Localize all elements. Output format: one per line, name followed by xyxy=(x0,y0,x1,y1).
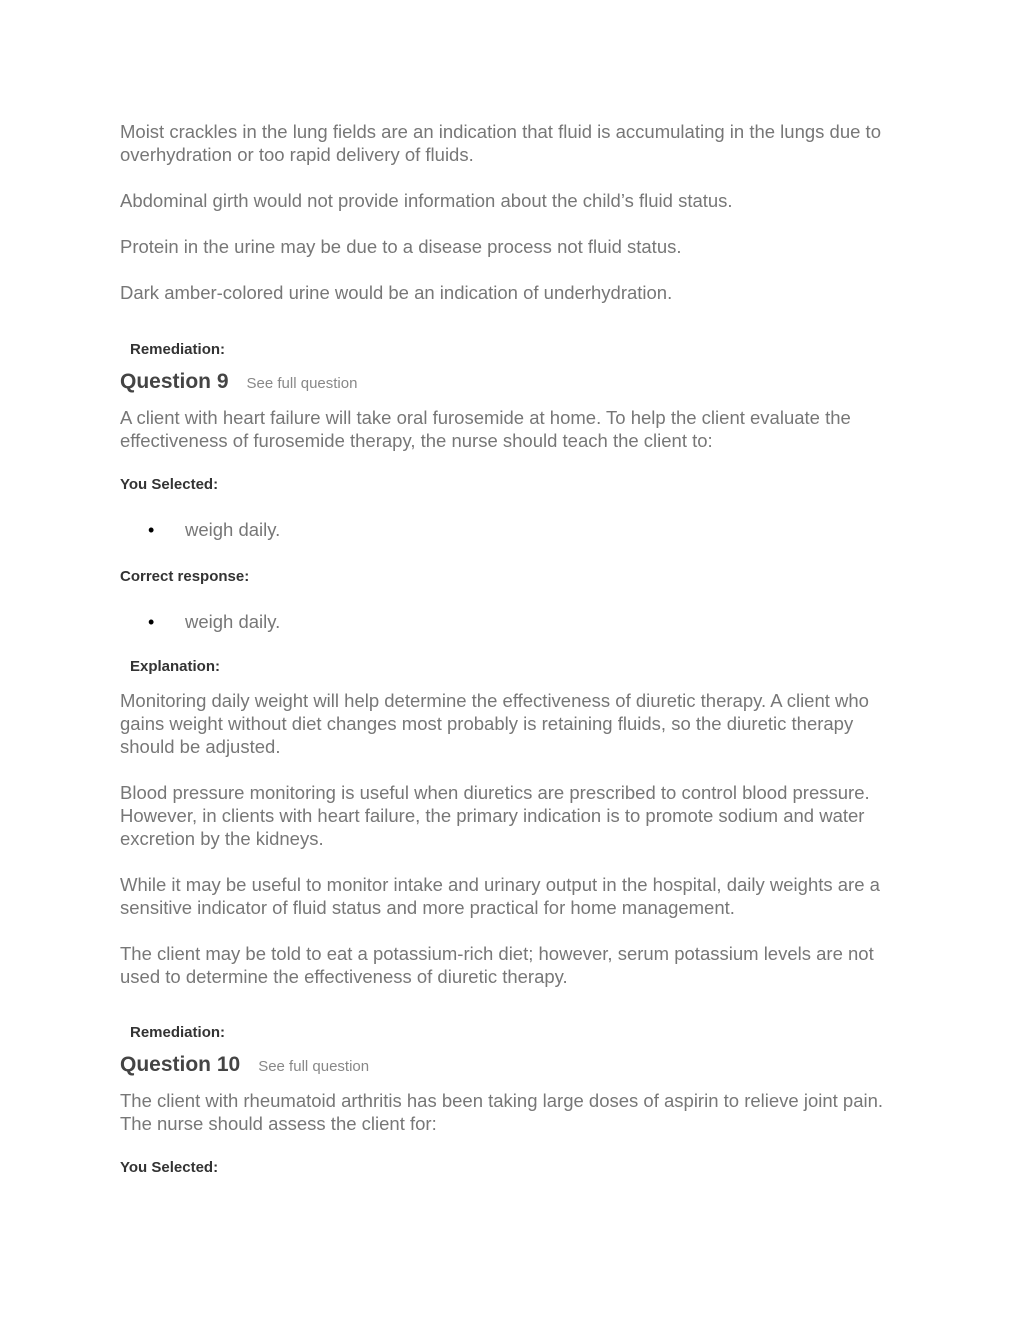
remediation-label: Remediation: xyxy=(130,1024,226,1041)
question-10-text: The client with rheumatoid arthritis has been taking large doses of aspirin to relieve joint pain. The nurse should assess the client for: xyxy=(120,1090,884,1134)
explanation-paragraph: Protein in the urine may be due to a disease process not fluid status. xyxy=(120,236,682,257)
question-9-explanation xyxy=(120,689,910,988)
you-selected-label: You Selected: xyxy=(120,476,219,493)
question-10-title: Question 10 xyxy=(120,1053,241,1076)
selected-answer xyxy=(148,518,910,542)
question-9-header xyxy=(120,368,910,398)
correct-answer-text: weigh daily. xyxy=(185,611,281,632)
see-full-question-link[interactable]: See full question xyxy=(246,375,358,392)
explanation-paragraph: Dark amber-colored urine would be an indication of underhydration. xyxy=(120,282,673,303)
document-page xyxy=(120,120,910,1178)
previous-explanation xyxy=(120,120,910,304)
selected-answer-text: weigh daily. xyxy=(185,519,281,540)
see-full-question-link[interactable]: See full question xyxy=(258,1058,370,1075)
question-9-title: Question 9 xyxy=(120,370,229,393)
explanation-paragraph: Abdominal girth would not provide information about the child’s fluid status. xyxy=(120,190,733,211)
explanation-label: Explanation: xyxy=(130,658,221,675)
bullet-icon: • xyxy=(148,519,155,540)
correct-answer xyxy=(148,610,910,634)
you-selected-label: You Selected: xyxy=(120,1159,219,1176)
remediation-label: Remediation: xyxy=(130,341,226,358)
correct-response-label: Correct response: xyxy=(120,568,250,585)
explanation-paragraph: Moist crackles in the lung fields are an indication that fluid is accumulating in the lungs due to overhydration or too rapid delivery of fluids. xyxy=(120,121,881,165)
question-9-text: A client with heart failure will take oral furosemide at home. To help the client evaluate the effectiveness of furosemide therapy, the nurse should teach the client to: xyxy=(120,407,851,451)
explanation-paragraph: Blood pressure monitoring is useful when diuretics are prescribed to control blood pressure. However, in clients with heart failure, the primary indication is to promote sodium and water excretion by the kidneys. xyxy=(120,782,870,849)
explanation-paragraph: Monitoring daily weight will help determine the effectiveness of diuretic therapy. A client who gains weight without diet changes most probably is retaining fluids, so the diuretic therapy should be adjusted. xyxy=(120,690,869,757)
explanation-paragraph: The client may be told to eat a potassium-rich diet; however, serum potassium levels are not used to determine the effectiveness of diuretic therapy. xyxy=(120,943,874,987)
bullet-icon: • xyxy=(148,611,155,632)
question-10-header xyxy=(120,1051,910,1081)
explanation-paragraph: While it may be useful to monitor intake and urinary output in the hospital, daily weights are a sensitive indicator of fluid status and more practical for home management. xyxy=(120,874,880,918)
